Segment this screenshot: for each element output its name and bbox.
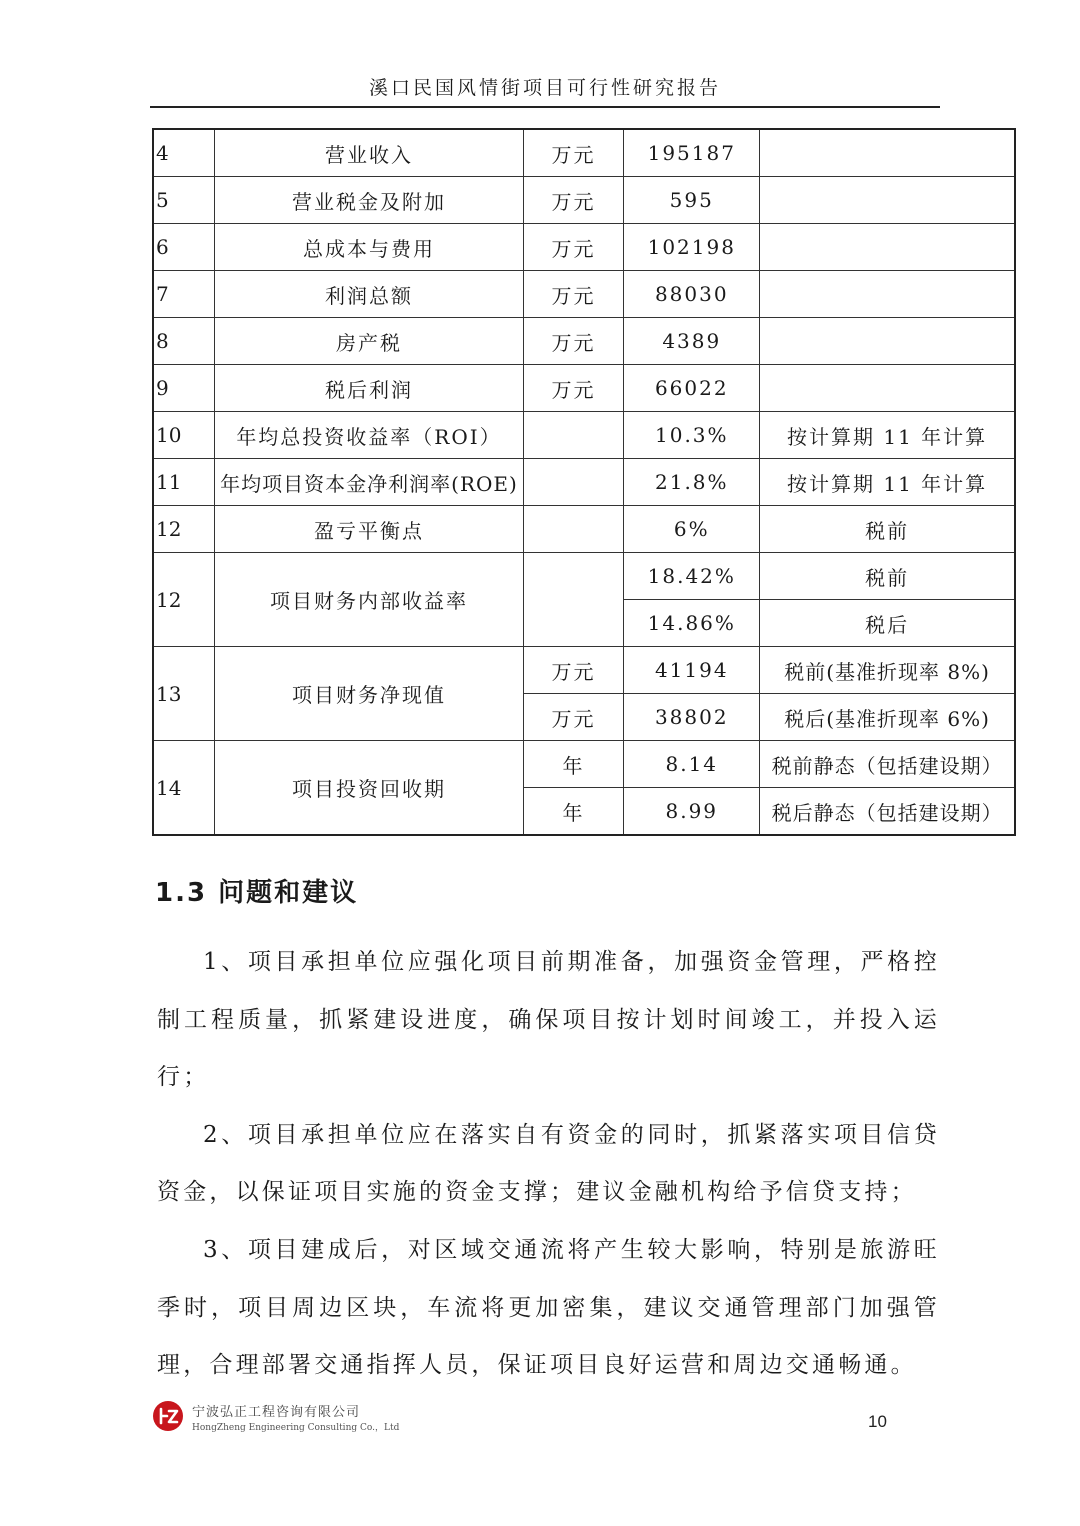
row-item: 总成本与费用 — [215, 224, 523, 271]
row-note: 税后 — [760, 600, 1015, 647]
company-logo-icon — [152, 1400, 184, 1432]
row-item: 项目投资回收期 — [215, 741, 523, 836]
row-note: 税前(基准折现率 8%) — [760, 647, 1015, 694]
row-value: 41194 — [624, 647, 760, 694]
row-number: 12 — [153, 506, 215, 553]
row-unit — [523, 553, 624, 647]
page-number: 10 — [868, 1412, 887, 1431]
row-note — [760, 365, 1015, 412]
row-note: 税前静态（包括建设期） — [760, 741, 1015, 788]
table-row — [153, 506, 1015, 553]
row-unit — [523, 412, 624, 459]
row-unit: 万元 — [523, 271, 624, 318]
row-item: 营业收入 — [215, 129, 523, 177]
row-unit: 万元 — [523, 694, 624, 741]
row-note — [760, 177, 1015, 224]
row-number: 12 — [153, 553, 215, 647]
row-item: 项目财务净现值 — [215, 647, 523, 741]
row-note — [760, 318, 1015, 365]
row-item: 年均项目资本金净利润率(ROE) — [215, 459, 523, 506]
row-item: 盈亏平衡点 — [215, 506, 523, 553]
row-item: 利润总额 — [215, 271, 523, 318]
report-title: 溪口民国风情街项目可行性研究报告 — [368, 77, 721, 99]
row-number: 11 — [153, 459, 215, 506]
row-value: 8.99 — [624, 788, 760, 836]
table-row — [153, 271, 1015, 318]
row-value: 10.3% — [624, 412, 760, 459]
row-value: 4389 — [624, 318, 760, 365]
paragraph: 1、项目承担单位应强化项目前期准备，加强资金管理，严格控制工程质量，抓紧建设进度，确保项目按计划时间竣工，并投入运行； — [157, 949, 940, 1091]
row-value: 8.14 — [624, 741, 760, 788]
paragraph: 3、项目建成后，对区域交通流将产生较大影响，特别是旅游旺季时，项目周边区块，车流将更加密集，建议交通管理部门加强管理，合理部署交通指挥人员，保证项目良好运营和周边交通畅通。 — [157, 1236, 940, 1379]
row-number: 7 — [153, 271, 215, 318]
row-unit — [523, 506, 624, 553]
row-unit: 万元 — [523, 647, 624, 694]
row-note: 税前 — [760, 553, 1015, 600]
row-number: 14 — [153, 741, 215, 836]
row-number: 9 — [153, 365, 215, 412]
row-item: 税后利润 — [215, 365, 523, 412]
row-number: 13 — [153, 647, 215, 741]
row-value: 18.42% — [624, 553, 760, 600]
row-value: 38802 — [624, 694, 760, 741]
row-number: 5 — [153, 177, 215, 224]
table-row — [153, 365, 1015, 412]
table-row — [153, 224, 1015, 271]
paragraph: 2、项目承担单位应在落实自有资金的同时，抓紧落实项目信贷资金，以保证项目实施的资金支撑；建议金融机构给予信贷支持； — [157, 1121, 940, 1206]
table-row — [153, 741, 1015, 788]
row-value: 6% — [624, 506, 760, 553]
row-unit: 万元 — [523, 224, 624, 271]
row-note: 税后(基准折现率 6%) — [760, 694, 1015, 741]
row-unit: 万元 — [523, 318, 624, 365]
row-number: 8 — [153, 318, 215, 365]
row-item: 房产税 — [215, 318, 523, 365]
row-number: 6 — [153, 224, 215, 271]
row-note — [760, 224, 1015, 271]
financial-indicators-table — [152, 128, 1016, 836]
row-number: 10 — [153, 412, 215, 459]
row-unit: 年 — [523, 741, 624, 788]
company-name-cn: 宁波弘正工程咨询有限公司 — [192, 1405, 361, 1420]
table-row — [153, 553, 1015, 600]
row-note — [760, 129, 1015, 177]
row-item: 营业税金及附加 — [215, 177, 523, 224]
row-value: 595 — [624, 177, 760, 224]
row-value: 21.8% — [624, 459, 760, 506]
table-row — [153, 318, 1015, 365]
row-unit: 年 — [523, 788, 624, 836]
page-header — [150, 70, 940, 108]
row-value: 88030 — [624, 271, 760, 318]
row-value: 102198 — [624, 224, 760, 271]
row-value: 195187 — [624, 129, 760, 177]
row-note: 按计算期 11 年计算 — [760, 459, 1015, 506]
table-row — [153, 459, 1015, 506]
company-name-en: HongZheng Engineering Consulting Co.，Ltd — [192, 1423, 400, 1433]
row-item: 年均总投资收益率（ROI） — [215, 412, 523, 459]
row-note: 税前 — [760, 506, 1015, 553]
row-value: 66022 — [624, 365, 760, 412]
row-item: 项目财务内部收益率 — [215, 553, 523, 647]
table-row — [153, 412, 1015, 459]
table-row — [153, 177, 1015, 224]
row-note: 按计算期 11 年计算 — [760, 412, 1015, 459]
row-unit: 万元 — [523, 129, 624, 177]
row-unit — [523, 459, 624, 506]
row-unit: 万元 — [523, 177, 624, 224]
row-note: 税后静态（包括建设期） — [760, 788, 1015, 836]
table-row — [153, 647, 1015, 694]
row-value: 14.86% — [624, 600, 760, 647]
row-number: 4 — [153, 129, 215, 177]
section-heading: 1.3 问题和建议 — [155, 878, 359, 908]
section-body — [157, 934, 940, 1395]
table-row — [153, 129, 1015, 177]
row-unit: 万元 — [523, 365, 624, 412]
row-note — [760, 271, 1015, 318]
